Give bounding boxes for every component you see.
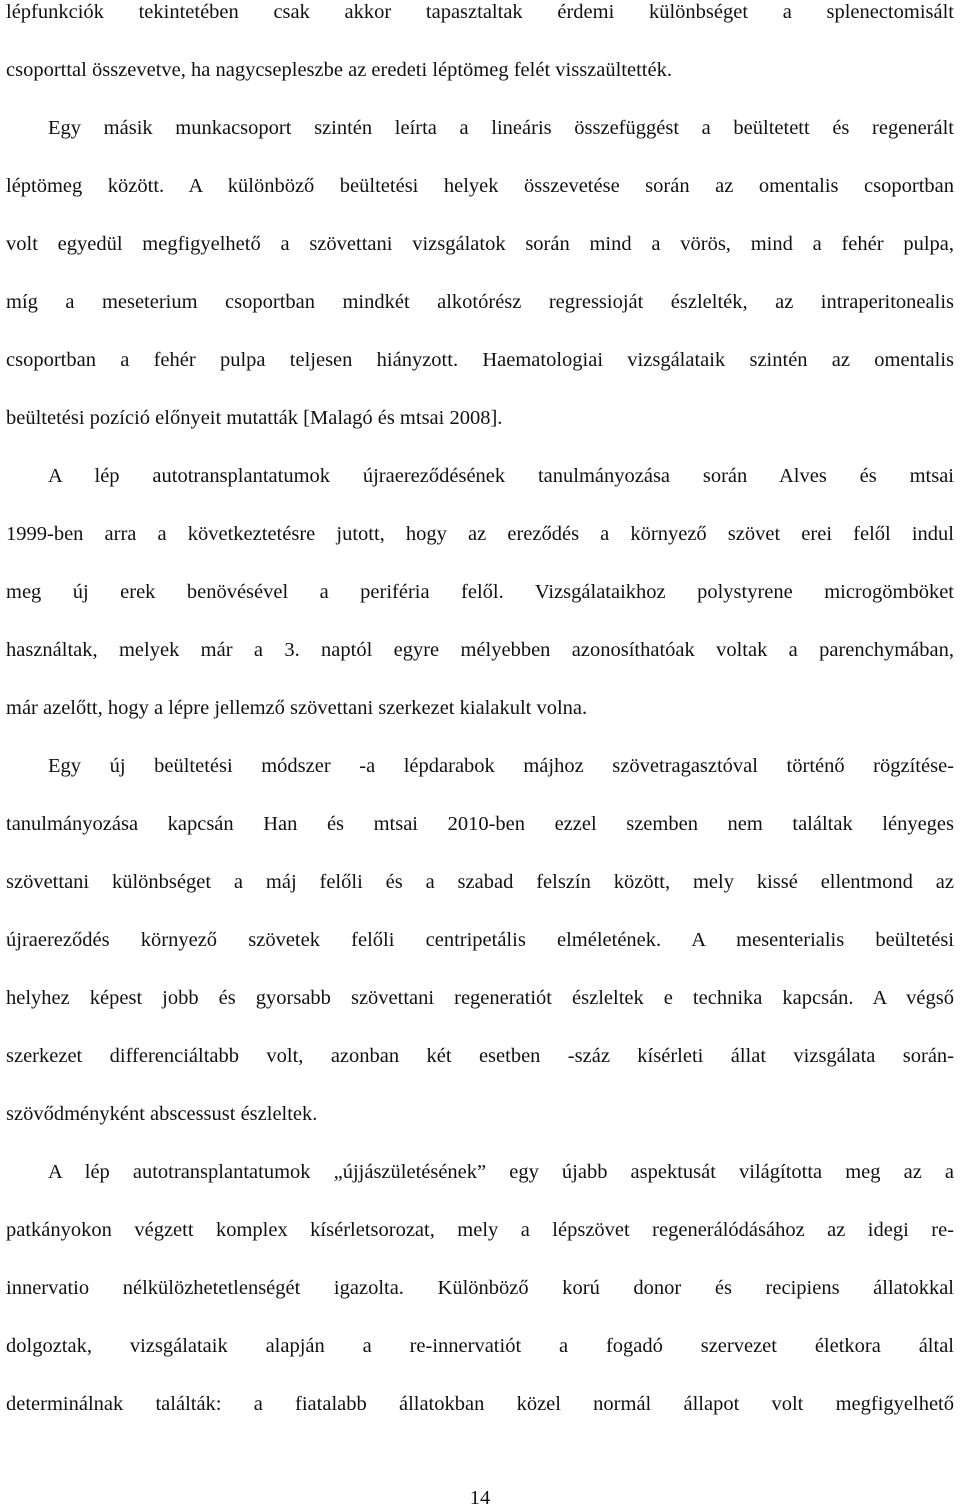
text-line: dolgoztak, vizsgálataik alapján a re-innervatiót a fogadó szervezet életkora által (6, 1335, 954, 1357)
text-line: A lép autotransplantatumok „újjászületésének” egy újabb aspektusát világította meg az a (48, 1161, 954, 1183)
text-line: determinálnak találták: a fiatalabb állatokban közel normál állapot volt megfigyelhető (6, 1393, 954, 1415)
text-line: már azelőtt, hogy a lépre jellemző szövettani szerkezet kialakult volna. (6, 697, 588, 719)
text-line: Egy másik munkacsoport szintén leírta a lineáris összefüggést a beültetett és regenerált (48, 117, 954, 139)
text-line: innervatio nélkülözhetetlenségét igazolta. Különböző korú donor és recipiens állatokkal (6, 1277, 954, 1299)
text-line: míg a meseterium csoportban mindkét alkotórész regressioját észlelték, az intraperitonealis (6, 291, 954, 313)
text-line: meg új erek benövésével a periféria felől. Vizsgálataikhoz polystyrene microgömböket (6, 581, 954, 603)
text-line: újraereződés környező szövetek felőli centripetális elméletének. A mesenterialis beültetési (6, 929, 954, 951)
text-line: szövettani különbséget a máj felőli és a szabad felszín között, mely kissé ellentmond az (6, 871, 954, 893)
text-line: 1999-ben arra a következtetésre jutott, hogy az ereződés a környező szövet erei felől indul (6, 523, 954, 545)
text-line: lépfunkciók tekintetében csak akkor tapasztaltak érdemi különbséget a splenectomisált (6, 1, 954, 23)
text-line: helyhez képest jobb és gyorsabb szövettani regeneratiót észleltek e technika kapcsán. A végső (6, 987, 954, 1009)
text-line: volt egyedül megfigyelhető a szövettani vizsgálatok során mind a vörös, mind a fehér pulpa, (6, 233, 954, 255)
text-line: csoportban a fehér pulpa teljesen hiányzott. Haematologiai vizsgálataik szintén az omentalis (6, 349, 954, 371)
text-line: beültetési pozíció előnyeit mutatták [Malagó és mtsai 2008]. (6, 407, 503, 429)
text-line: patkányokon végzett komplex kísérletsorozat, mely a lépszövet regenerálódásához az idegi re- (6, 1219, 954, 1241)
text-line: használtak, melyek már a 3. naptól egyre mélyebben azonosíthatóak voltak a parenchymában, (6, 639, 954, 661)
text-line: szerkezet differenciáltabb volt, azonban két esetben -száz kísérleti állat vizsgálata során- (6, 1045, 954, 1067)
page-number: 14 (469, 1487, 491, 1509)
text-line: tanulmányozása kapcsán Han és mtsai 2010-ben ezzel szemben nem találtak lényeges (6, 813, 954, 835)
text-line: léptömeg között. A különböző beültetési helyek összevetése során az omentalis csoportban (6, 175, 954, 197)
text-line: csoporttal összevetve, ha nagycsepleszbe az eredeti léptömeg felét visszaültették. (6, 59, 672, 81)
text-line: A lép autotransplantatumok újraereződésének tanulmányozása során Alves és mtsai (48, 465, 954, 487)
text-line: szövődményként abscessust észleltek. (6, 1103, 318, 1125)
text-line: Egy új beültetési módszer -a lépdarabok májhoz szövetragasztóval történő rögzítése- (48, 755, 954, 777)
